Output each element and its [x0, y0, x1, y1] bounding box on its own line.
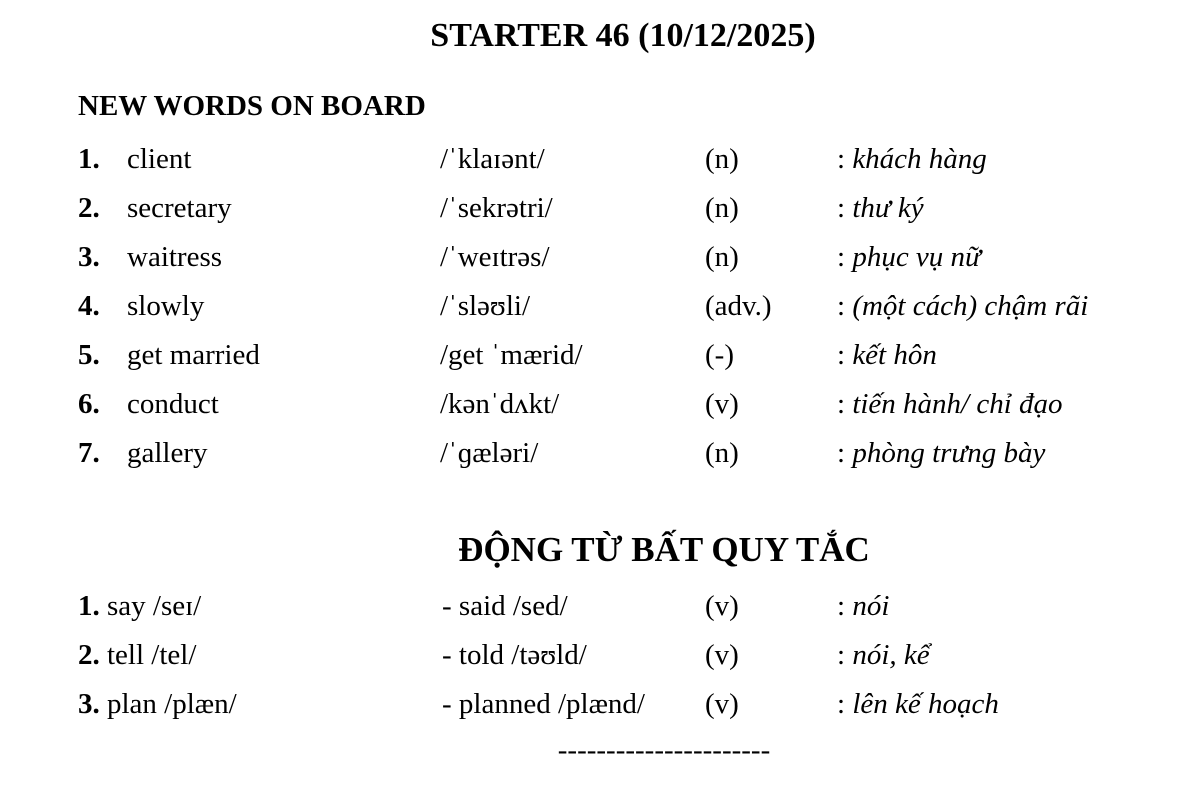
meaning-colon: :	[837, 339, 846, 371]
meaning-colon: :	[837, 590, 846, 622]
vocab-meaning	[837, 137, 987, 181]
vocab-word: get married	[127, 339, 260, 371]
verb-meaning	[837, 682, 999, 726]
vocab-ipa: /ˈsekrətri/	[440, 192, 553, 224]
vocab-number: 2.	[78, 192, 100, 224]
verb-base-text: say /seɪ/	[107, 590, 202, 622]
verb-pos: (v)	[705, 590, 739, 622]
verb-row	[0, 633, 1187, 677]
verb-base	[78, 633, 196, 677]
vocab-meaning	[837, 235, 981, 279]
vocab-word: waitress	[127, 241, 223, 273]
vocab-pos: (-)	[705, 339, 734, 371]
verb-meaning	[837, 584, 889, 628]
vocab-ipa: /ˈɡæləri/	[440, 437, 539, 469]
meaning-text: phục vụ nữ	[852, 241, 981, 273]
verb-pos: (v)	[705, 639, 739, 671]
meaning-colon: :	[837, 437, 846, 469]
vocab-meaning	[837, 431, 1045, 475]
verb-past: - told /təʊld/	[442, 639, 587, 671]
vocab-row	[0, 284, 1187, 328]
vocab-word: gallery	[127, 437, 208, 469]
vocab-word: slowly	[127, 290, 205, 322]
meaning-text: lên kế hoạch	[852, 688, 999, 720]
vocab-row	[0, 382, 1187, 426]
vocab-number: 3.	[78, 241, 100, 273]
verb-base	[78, 682, 237, 726]
meaning-colon: :	[837, 192, 846, 224]
vocab-meaning	[837, 333, 937, 377]
verb-meaning	[837, 633, 930, 677]
vocab-row	[0, 235, 1187, 279]
vocab-number: 5.	[78, 339, 100, 371]
verb-past: - said /sed/	[442, 590, 568, 622]
vocab-row	[0, 431, 1187, 475]
verb-number: 3.	[78, 688, 100, 720]
vocab-pos: (n)	[705, 192, 739, 224]
vocab-word: client	[127, 143, 192, 175]
meaning-text: tiến hành/ chỉ đạo	[852, 388, 1063, 420]
vocab-ipa: /ˈweɪtrəs/	[440, 241, 550, 273]
meaning-colon: :	[837, 639, 846, 671]
meaning-text: kết hôn	[852, 339, 937, 371]
vocab-number: 7.	[78, 437, 100, 469]
meaning-text: phòng trưng bày	[852, 437, 1046, 469]
meaning-colon: :	[837, 688, 846, 720]
meaning-text: nói	[852, 590, 890, 622]
vocab-pos: (v)	[705, 388, 739, 420]
verb-past: - planned /plænd/	[442, 688, 645, 720]
vocab-number: 4.	[78, 290, 100, 322]
verb-base-text: tell /tel/	[107, 639, 197, 671]
vocab-number: 1.	[78, 143, 100, 175]
vocab-ipa: /get ˈmærid/	[440, 339, 583, 371]
meaning-text: khách hàng	[852, 143, 987, 175]
verb-number: 1.	[78, 590, 100, 622]
vocab-ipa: /ˈsləʊli/	[440, 290, 531, 322]
vocab-pos: (n)	[705, 437, 739, 469]
new-words-heading: NEW WORDS ON BOARD	[78, 90, 426, 122]
vocab-row	[0, 137, 1187, 181]
meaning-colon: :	[837, 290, 846, 322]
irregular-verbs-heading: ĐỘNG TỪ BẤT QUY TẮC	[458, 530, 870, 569]
meaning-colon: :	[837, 388, 846, 420]
verb-number: 2.	[78, 639, 100, 671]
verb-pos: (v)	[705, 688, 739, 720]
divider-line: ----------------------	[557, 734, 771, 766]
vocab-row	[0, 333, 1187, 377]
page-title: STARTER 46 (10/12/2025)	[430, 17, 816, 54]
verb-row	[0, 584, 1187, 628]
vocab-pos: (n)	[705, 143, 739, 175]
meaning-text: nói, kể	[852, 639, 930, 671]
verb-row	[0, 682, 1187, 726]
meaning-colon: :	[837, 241, 846, 273]
vocab-number: 6.	[78, 388, 100, 420]
vocab-word: secretary	[127, 192, 232, 224]
vocab-word: conduct	[127, 388, 219, 420]
verb-base-text: plan /plæn/	[107, 688, 237, 720]
vocab-pos: (n)	[705, 241, 739, 273]
vocab-meaning	[837, 186, 924, 230]
verb-base	[78, 584, 201, 628]
meaning-colon: :	[837, 143, 846, 175]
vocab-row	[0, 186, 1187, 230]
vocab-meaning	[837, 382, 1063, 426]
vocab-ipa: /ˈklaɪənt/	[440, 143, 545, 175]
vocab-pos: (adv.)	[705, 290, 772, 322]
meaning-text: thư ký	[852, 192, 924, 224]
vocab-ipa: /kənˈdʌkt/	[440, 388, 560, 420]
meaning-text: (một cách) chậm rãi	[852, 290, 1089, 322]
vocab-meaning	[837, 284, 1088, 328]
